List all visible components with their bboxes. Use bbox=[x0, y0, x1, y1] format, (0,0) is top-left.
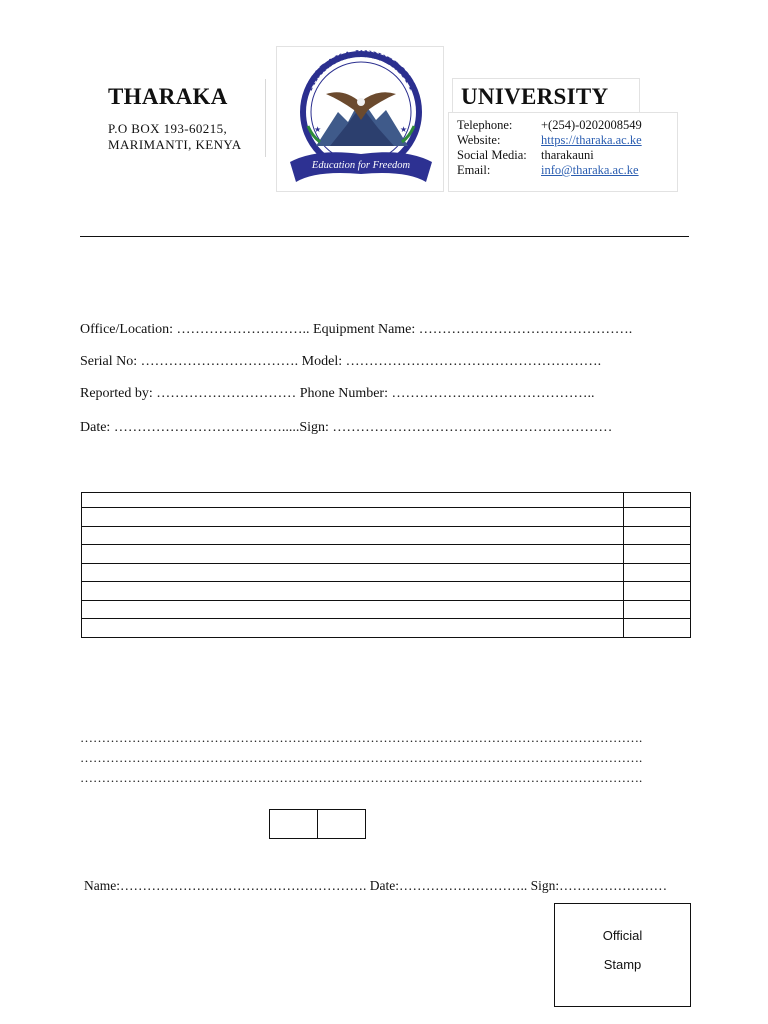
stamp-line-2: Stamp bbox=[603, 957, 642, 972]
contact-website: Website: https://tharaka.ac.ke bbox=[457, 133, 642, 147]
header-rule bbox=[80, 236, 689, 237]
table-cell[interactable] bbox=[82, 563, 624, 582]
university-logo bbox=[286, 50, 436, 188]
tick-boxes bbox=[269, 809, 366, 839]
website-link[interactable]: https://tharaka.ac.ke bbox=[541, 133, 642, 147]
table-cell[interactable] bbox=[624, 619, 691, 638]
org-name-left: THARAKA bbox=[108, 84, 228, 109]
address-line-2: MARIMANTI, KENYA bbox=[108, 137, 242, 152]
table-cell[interactable] bbox=[82, 619, 624, 638]
address-line-1: P.O BOX 193-60215, bbox=[108, 121, 228, 136]
tick-box-1[interactable] bbox=[270, 810, 318, 839]
table-cell[interactable] bbox=[82, 526, 624, 545]
table-cell[interactable] bbox=[82, 508, 624, 527]
remarks-line-1[interactable]: …………………………………………………………………………………………………………………. bbox=[80, 730, 643, 745]
org-name-right: UNIVERSITY bbox=[461, 84, 609, 109]
table-cell[interactable] bbox=[82, 493, 624, 508]
table-row bbox=[82, 619, 691, 638]
table-cell[interactable] bbox=[82, 600, 624, 619]
official-stamp-box bbox=[554, 903, 691, 1007]
fault-table bbox=[81, 492, 691, 638]
table-cell[interactable] bbox=[624, 600, 691, 619]
stamp-line-1: Official bbox=[602, 928, 643, 943]
contact-social-media: Social Media: tharakauni bbox=[457, 148, 594, 162]
table-row bbox=[82, 545, 691, 564]
field-office-location[interactable]: Office/Location: ……………………….. Equipment Name: ………………………………………. bbox=[80, 322, 633, 337]
table-row bbox=[82, 493, 691, 508]
table-cell[interactable] bbox=[82, 545, 624, 564]
table-cell[interactable] bbox=[624, 508, 691, 527]
table-row bbox=[82, 508, 691, 527]
table-row bbox=[82, 600, 691, 619]
address bbox=[108, 121, 242, 153]
table-cell[interactable] bbox=[624, 526, 691, 545]
email-link[interactable]: info@tharaka.ac.ke bbox=[541, 163, 639, 177]
tick-box-2[interactable] bbox=[318, 810, 366, 839]
svg-text:★: ★ bbox=[314, 125, 322, 134]
logo-arc-text: THARAKA UNIVERSITY bbox=[303, 50, 419, 94]
logo-banner-text: Education for Freedom bbox=[311, 160, 411, 171]
table-cell[interactable] bbox=[624, 582, 691, 601]
svg-text:★: ★ bbox=[400, 125, 408, 134]
table-row bbox=[82, 526, 691, 545]
remarks-line-3[interactable]: …………………………………………………………………………………………………………………. bbox=[80, 770, 643, 785]
field-serial-no[interactable]: Serial No: ……………………………. Model: ………………………………………………. bbox=[80, 354, 602, 369]
contact-email: Email: info@tharaka.ac.ke bbox=[457, 163, 639, 177]
table-cell[interactable] bbox=[82, 582, 624, 601]
table-row bbox=[82, 582, 691, 601]
table-row bbox=[82, 563, 691, 582]
contact-block bbox=[457, 118, 642, 178]
table-cell[interactable] bbox=[624, 563, 691, 582]
footer-signoff[interactable]: Name:………………………………………………. Date:……………………….. Sign:…………………… bbox=[84, 878, 668, 893]
remarks-line-2[interactable]: …………………………………………………………………………………………………………………. bbox=[80, 750, 643, 765]
contact-telephone: Telephone: +(254)-0202008549 bbox=[457, 118, 642, 132]
field-date[interactable]: Date: ……………………………….....Sign: …………………………………………………… bbox=[80, 420, 613, 435]
field-reported-by[interactable]: Reported by: ………………………… Phone Number: …………………………………….. bbox=[80, 386, 595, 401]
table-cell[interactable] bbox=[624, 493, 691, 508]
table-cell[interactable] bbox=[624, 545, 691, 564]
